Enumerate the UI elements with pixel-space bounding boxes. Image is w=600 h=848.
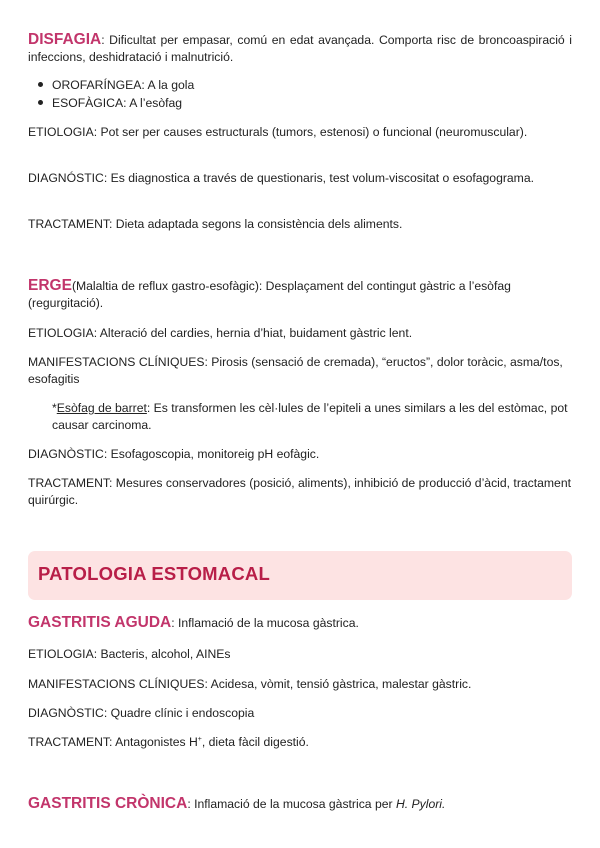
gastritis-aguda-manifestacions: MANIFESTACIONS CLÍNIQUES: Acidesa, vòmit, tensió gàstrica, malestar gàstric.: [28, 677, 472, 691]
gastritis-aguda-diagnostic: DIAGNÒSTIC: Quadre clínic i endoscopia: [28, 706, 255, 720]
gastritis-aguda-definition: : Inflamació de la mucosa gàstrica.: [171, 616, 359, 630]
erge-note-term: Esòfag de barret: [56, 401, 147, 415]
gastritis-cronica-paragraph: [28, 795, 572, 813]
bullet-icon: [38, 100, 43, 105]
gastritis-aguda-paragraph: [28, 614, 572, 632]
erge-etiologia: ETIOLOGIA: Alteració del cardies, hernia d’hiat, buidament gàstric lent.: [28, 326, 413, 340]
disfagia-diagnostic: DIAGNÓSTIC: Es diagnostica a través de questionaris, test volum-viscositat o esofagograma.: [28, 171, 535, 185]
erge-diagnostic: DIAGNÒSTIC: Esofagoscopia, monitoreig pH eofàgic.: [28, 447, 320, 461]
gastritis-aguda-tractament-sup: +: [197, 735, 202, 743]
gastritis-cronica-definition: : Inflamació de la mucosa gàstrica per: [187, 797, 396, 811]
section-title: PATOLOGIA ESTOMACAL: [38, 563, 270, 584]
gastritis-aguda-tractament-prefix: TRACTAMENT: Antagonistes H: [28, 735, 198, 749]
erge-term: ERGE: [28, 277, 72, 294]
gastritis-cronica-pathogen: H. Pylori.: [395, 797, 446, 811]
section-header-band: [28, 551, 572, 600]
gastritis-cronica-term: GASTRITIS CRÒNICA: [28, 795, 188, 812]
disfagia-type-esofagica: ESOFÀGICA: A l’esòfag: [52, 96, 183, 110]
disfagia-type-orofaringea: OROFARÍNGEA: A la gola: [52, 78, 195, 92]
erge-note-prefix: *: [52, 401, 57, 415]
disfagia-tractament: TRACTAMENT: Dieta adaptada segons la consistència dels aliments.: [28, 217, 403, 231]
erge-tractament: TRACTAMENT: Mesures conservadores (posició, aliments), inhibició de producció d’àcid, tractament quirúrgic.: [28, 476, 572, 507]
list-item: [38, 77, 194, 94]
disfagia-definition: : Dificultat per empasar, comú en edat avançada. Comporta risc de broncoaspiració i infeccions, deshidratació i malnutrició.: [28, 33, 572, 64]
gastritis-aguda-term: GASTRITIS AGUDA: [28, 614, 172, 631]
disfagia-term: DISFAGIA: [28, 31, 102, 48]
gastritis-aguda-tractament: [28, 734, 572, 751]
erge-paragraph: [28, 277, 572, 312]
erge-definition: (Malaltia de reflux gastro-esofàgic): Desplaçament del contingut gàstric a l’esòfag (regurgitació).: [28, 279, 511, 310]
erge-note-text: : Es transformen les cèl·lules de l’epiteli a unes similars a les del estòmac, pot causar carcinoma.: [52, 401, 568, 432]
gastritis-aguda-etiologia: ETIOLOGIA: Bacteris, alcohol, AINEs: [28, 647, 231, 661]
gastritis-aguda-tractament-suffix: , dieta fàcil digestió.: [201, 735, 309, 749]
erge-note: [52, 400, 572, 434]
bullet-icon: [38, 82, 43, 87]
disfagia-etiologia: ETIOLOGIA: Pot ser per causes estructurals (tumors, estenosi) o funcional (neuromuscular).: [28, 125, 528, 139]
list-item: [38, 95, 182, 112]
disfagia-paragraph: [28, 31, 572, 66]
erge-manifestacions: MANIFESTACIONS CLÍNIQUES: Pirosis (sensació de cremada), “eructos”, dolor toràcic, asma/tos, esofagitis: [28, 355, 563, 386]
